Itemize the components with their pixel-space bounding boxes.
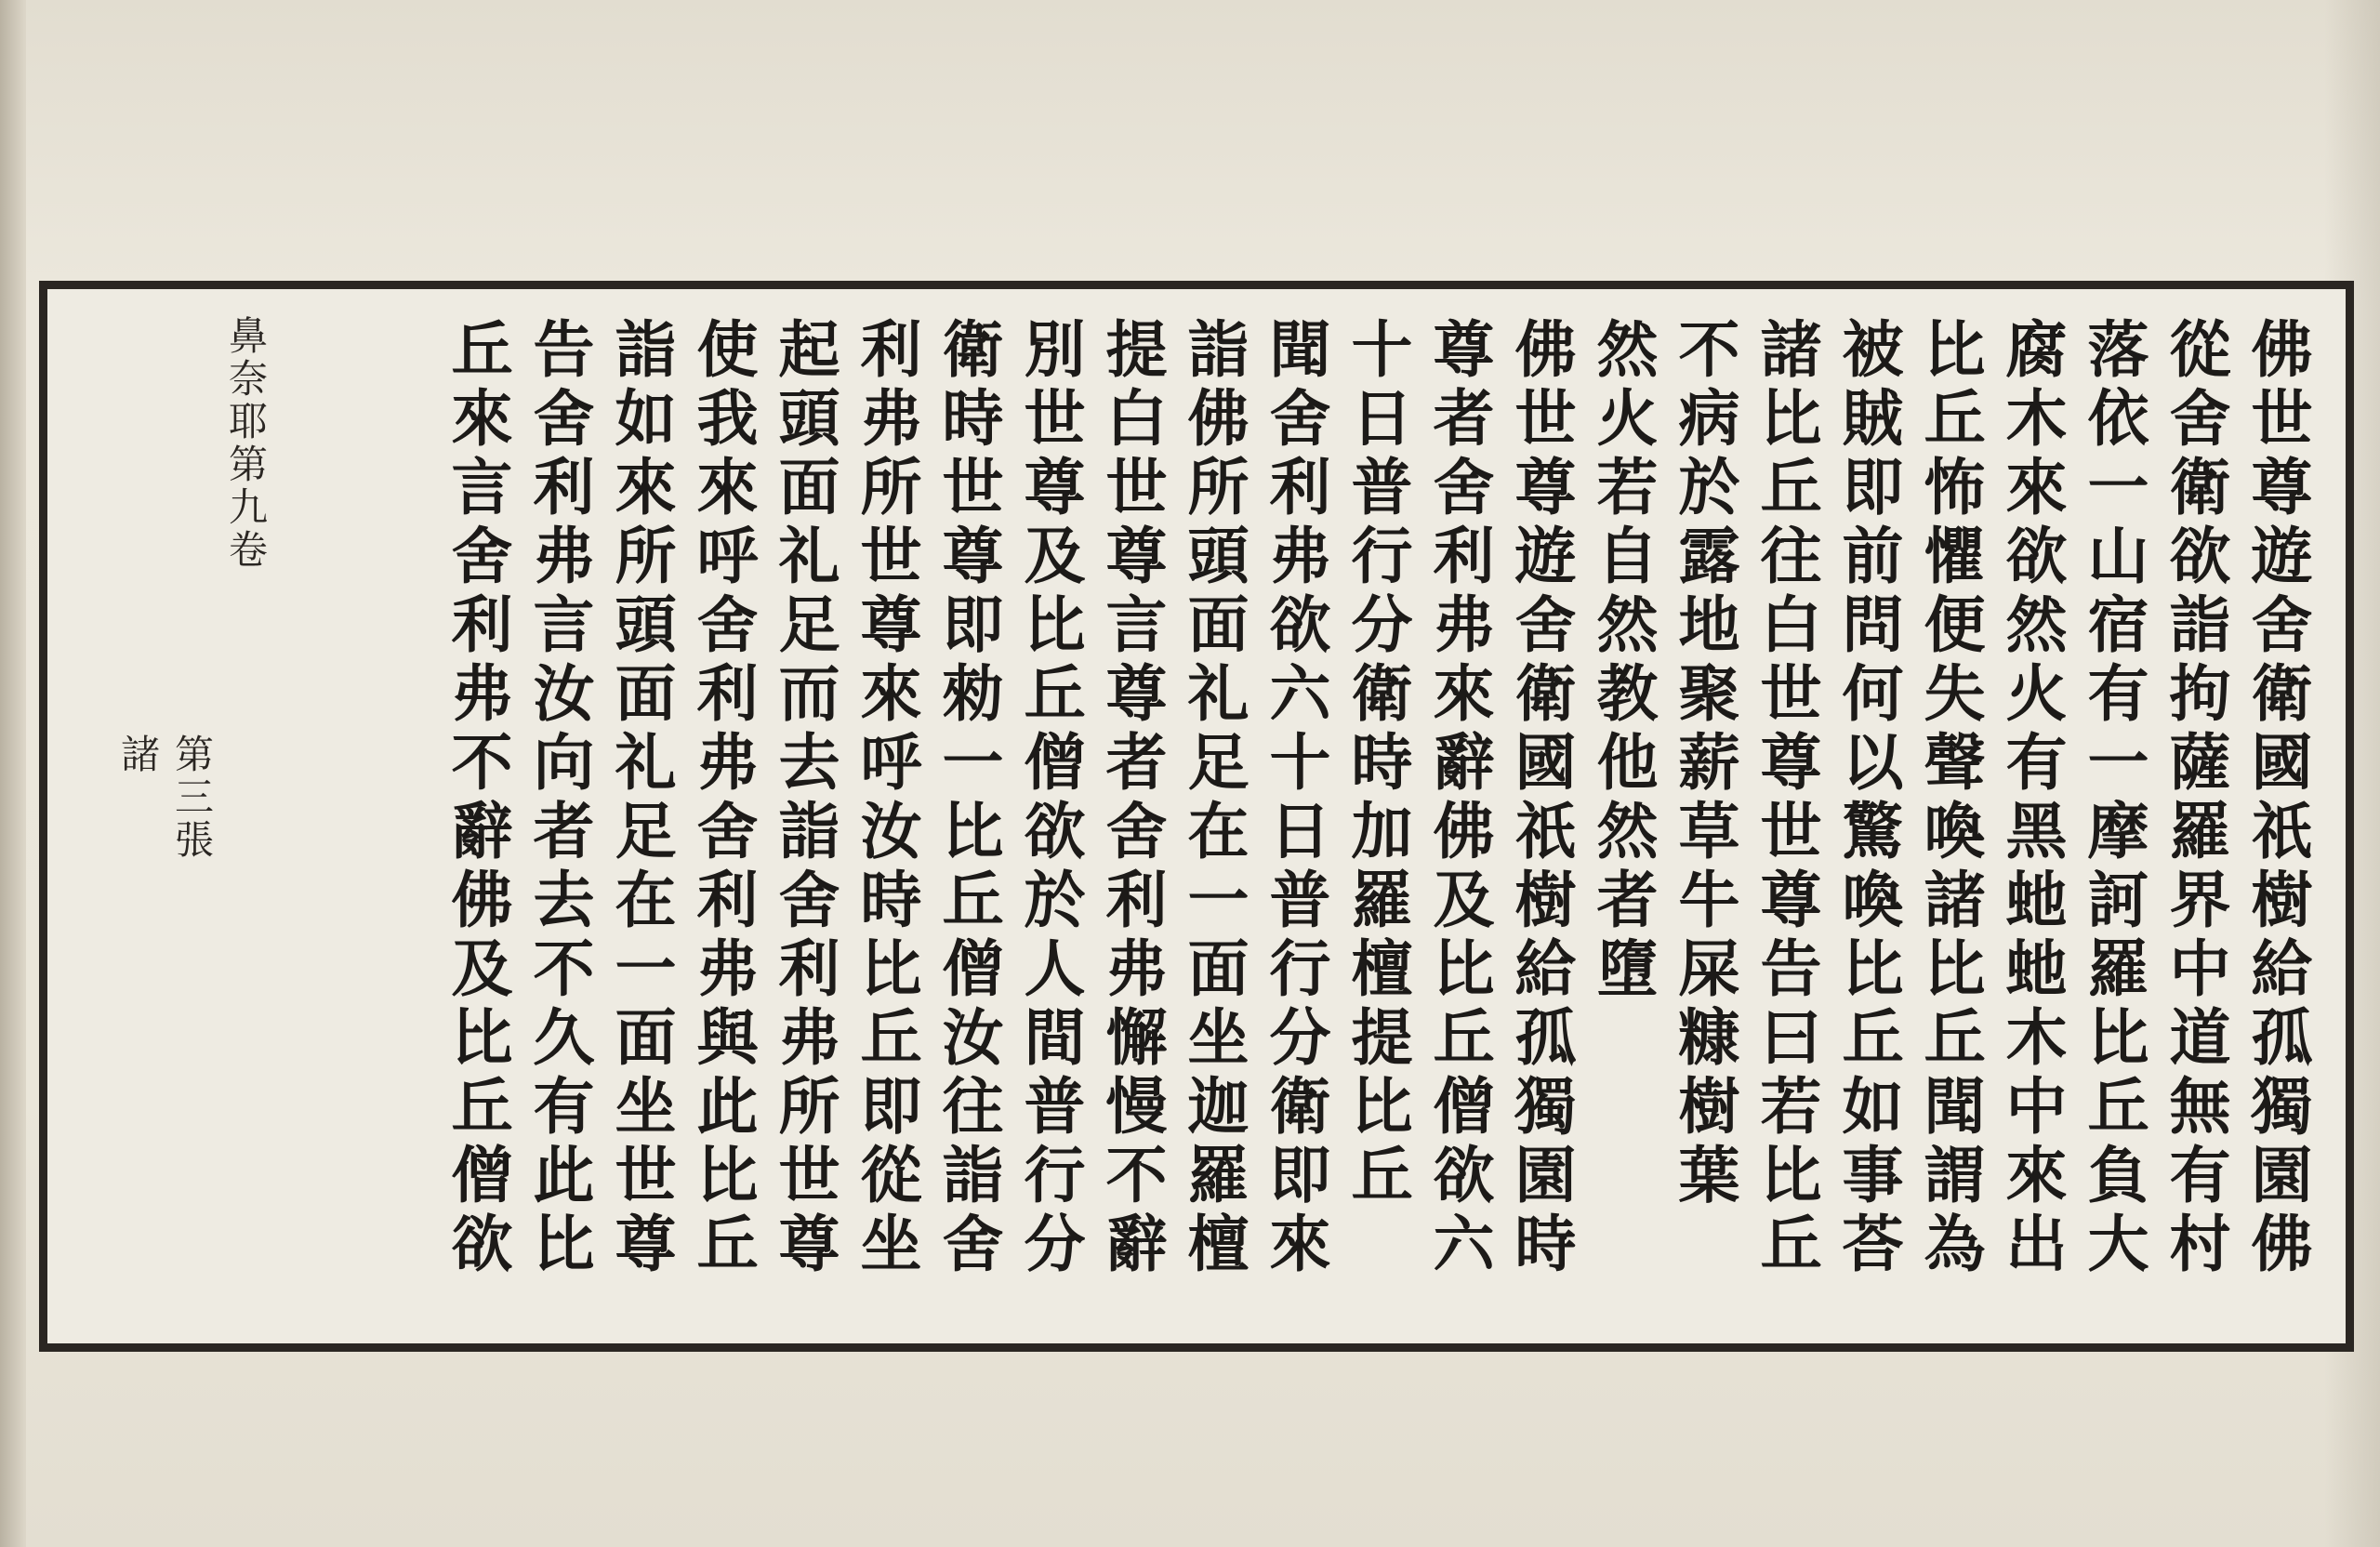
text-column: 佛世尊遊舍衛國祇樹給孤獨園時 (1504, 317, 1577, 1280)
text-column: 別世尊及比丘僧欲於人間普行分 (1013, 317, 1086, 1280)
text-column: 腐木來欲然火有黑虵虵木中來出 (1995, 317, 2068, 1280)
margin-catchword: 諸 (115, 734, 161, 776)
text-column: 告舍利弗言汝向者去不久有此比 (522, 317, 595, 1280)
text-column: 比丘怖懼便失聲喚諸比丘聞謂為 (1913, 317, 1986, 1280)
text-columns (47, 289, 2346, 1343)
text-column: 諸比丘往白世尊世尊告曰若比丘 (1750, 317, 1822, 1280)
text-column: 詣佛所頭面礼足在一面坐迦羅檀 (1177, 317, 1250, 1280)
text-column: 使我來呼舍利弗舍利弗與此比丘 (686, 317, 759, 1280)
margin-title: 鼻奈耶第九卷 (223, 315, 269, 572)
text-column: 詣如來所頭面礼足在一面坐世尊 (604, 317, 677, 1280)
text-column: 聞舍利弗欲六十日普行分衛即來 (1259, 317, 1331, 1280)
spine-shadow (0, 0, 26, 1547)
text-column: 從舍衛欲詣拘薩羅界中道無有村 (2159, 317, 2231, 1280)
text-column: 衛時世尊即勑一比丘僧汝往詣舍 (932, 317, 1004, 1280)
text-column: 丘來言舍利弗不辭佛及比丘僧欲 (441, 317, 513, 1280)
margin-notes (111, 315, 272, 862)
text-column: 尊者舍利弗來辭佛及比丘僧欲六 (1422, 317, 1495, 1280)
margin-page-number: 第三張 (169, 734, 215, 862)
text-column: 佛世尊遊舍衛國祇樹給孤獨園佛 (2241, 317, 2313, 1280)
text-column: 不病於露地聚薪草牛屎糠樹葉 (1668, 317, 1740, 1211)
text-column: 提白世尊言尊者舍利弗懈慢不辭 (1095, 317, 1168, 1280)
text-column: 落依一山宿有一摩訶羅比丘負大 (2077, 317, 2149, 1280)
text-column: 利弗所世尊來呼汝時比丘即從坐 (850, 317, 922, 1280)
text-column: 然火若自然教他然者墮 (1586, 317, 1659, 1005)
text-column: 起頭面礼足而去詣舍利弗所世尊 (768, 317, 840, 1280)
text-column: 十日普行分衛時加羅檀提比丘 (1341, 317, 1413, 1211)
text-column: 被賊即前問何以驚喚比丘如事荅 (1831, 317, 1904, 1280)
text-frame (39, 281, 2354, 1352)
